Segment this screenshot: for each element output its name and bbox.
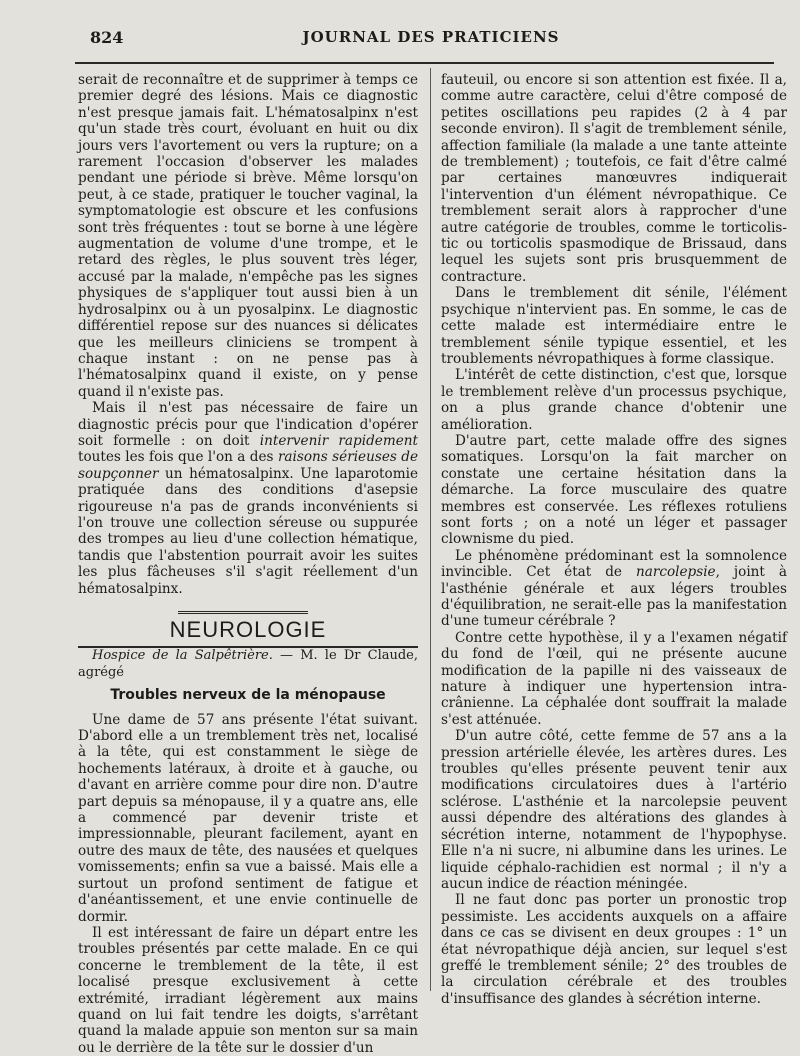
column-divider [430, 68, 431, 991]
paragraph: serait de reconnaître et de supprimer à temps ce premier degré des lésions. Mais ce diagnostic n'est presque jamais fait. L'hématosalpinx n'est qu'un stade très court, évoluant en huit ou dix jours vers l'avortement ou vers la rupture; on a rarement l'occasion d'observer les malades pendant une période si brève. Même lorsqu'on peut, à ce stade, pratiquer le toucher vaginal, la symptomatologie est obscure et les confusions sont très fréquentes : tout se borne à une légère augmentation de volume d'une trompe, et le retard des règles, le plus souvent très léger, accusé par la malade, n'empêche pas les signes physiques de s'appliquer tout aussi bien à un hydrosalpinx ou à un pyosalpinx. Le diagnostic différentiel repose sur des nuances si délicates que les meilleurs cliniciens se trompent à chaque instant : on ne pense pas à l'hématosalpinx quand il existe, on y pense quand il n'existe pas. [78, 72, 418, 400]
paragraph: Le phénomène prédominant est la somnolence invincible. Cet état de narcolepsie, joint à l'asthénie générale et aux légers troubles d'équilibration, ne serait-elle pas la manifestation d'une tumeur cérébrale ? [441, 547, 787, 630]
right-column [441, 72, 787, 1007]
paragraph: Contre cette hypothèse, il y a l'examen négatif du fond de l'œil, qui ne présente aucune modification de la papille ni des vaisseaux de nature à indiquer une hypertension intra-crânienne. La céphalée dont souffrait la malade s'est atténuée. [441, 629, 787, 728]
emphasis: intervenir rapidement [259, 432, 418, 449]
section-divider [178, 611, 308, 614]
paragraph: D'autre part, cette malade offre des signes somatiques. Lorsqu'on la fait marcher on constate une certaine hésitation dans la démarche. La force musculaire des quatre membres est conservée. Les réflexes rotuliens sont forts ; on a noté un léger et passager clownisme du pied. [441, 432, 787, 548]
emphasis: raisons sérieuses de soupçonner [78, 449, 418, 482]
paragraph: Dans le tremblement dit sénile, l'élément psychique n'intervient pas. En somme, le cas de cette malade est intermédiaire entre le tremblement sénile typique essentiel, et les troublements névropathiques à forme classique. [441, 285, 787, 367]
hospital-name: Hospice de la Salpêtrière. [92, 648, 273, 664]
paragraph: Une dame de 57 ans présente l'état suivant. D'abord elle a un tremblement très net, localisé à la tête, qui est constamment le siège de hochements latéraux, à droite et à gauche, ou d'avant en arrière comme pour dire non. D'autre part depuis sa ménopause, il y a quatre ans, elle a commencé par devenir triste et impressionnable, pleurant facilement, ayant en outre des maux de tête, des nausées et quelques vomissements; enfin sa vue a baissé. Mais elle a surtout un profond sentiment de fatigue et d'anéantissement, et une envie continuelle de dormir. [78, 711, 418, 925]
paragraph: Il ne faut donc pas porter un pronostic trop pessimiste. Les accidents auxquels on a affaire dans ce cas se divisent en deux groupes : 1° un état névropathique déjà ancien, sur lequel s'est greffé le tremblement sénile; 2° des troubles de la circulation cérébrale et des troubles d'insuffisance des glandes à sécrétion interne. [441, 892, 787, 1007]
page-header [90, 28, 772, 56]
paragraph: L'intérêt de cette distinction, c'est que, lorsque le tremblement relève d'un processus psychique, on a plus grande chance d'obtenir une amélioration. [441, 367, 787, 433]
lecture-source [78, 648, 418, 681]
header-rule [75, 62, 774, 64]
lecture-title: Troubles nerveux de la ménopause [110, 687, 386, 704]
emphasis: narcolepsie [635, 564, 716, 581]
paragraph: D'un autre côté, cette femme de 57 ans a la pression artérielle élevée, les artères dures. Les troubles qu'elles présente peuvent tenir aux modifications circulatoires dues à l'artério sclérose. L'asthénie et la narcolepsie peuvent aussi dépendre des altérations des glandes à sécrétion interne, notamment de l'hypophyse. Elle n'a ni sucre, ni albumine dans les urines. Le liquide céphalo-rachidien est normal ; il n'y a aucun indice de réaction méningée. [441, 728, 787, 892]
paragraph: Il est intéressant de faire un départ entre les troubles présentés par cette malade. En ce qui concerne le tremblement de la tête, il est localisé presque exclusivement à cette extrémité, irradiant légèrement aux mains quand on lui fait tendre les doigts, s'arrêtant quand la malade appuie son menton sur sa main ou le derrière de la tête sur le dossier d'un [78, 924, 418, 1056]
lecture-author: — M. le Dr Claude, agrégé [78, 648, 418, 680]
section-title: NEUROLOGIE [169, 617, 327, 642]
page-number: 824 [90, 28, 124, 47]
left-column [78, 72, 418, 1056]
paragraph: fauteuil, ou encore si son attention est fixée. Il a, comme autre caractère, celui d'être composé de petites oscillations peu rapides (2 à 4 par seconde environ). Il s'agit de tremblement sénile, affection familiale (la malade a une tante atteinte de tremblement) ; toutefois, ce fait d'être calmé par certaines manœuvres indiquerait l'intervention d'un élément névropathique. Ce tremblement serait alors à rapprocher d'une autre catégorie de troubles, comme le torticolis-tic ou torticolis spasmodique de Brissaud, dans lequel les sujets sont pris brusquemment de contracture. [441, 72, 787, 285]
paragraph: Mais il n'est pas nécessaire de faire un diagnostic précis pour que l'indication d'opérer soit formelle : on doit intervenir rapidement toutes les fois que l'on a des raisons sérieuses de soupçonner un hématosalpinx. Une laparotomie pratiquée dans des conditions d'asepsie rigoureuse n'a pas de grands inconvénients si l'on trouve une collection séreuse ou suppurée des trompes au lieu d'une collection hématique, tandis que l'abstention pourrait avoir les suites les plus fâcheuses s'il s'agit réellement d'un hématosalpinx. [78, 400, 418, 597]
journal-title: JOURNAL DES PRATICIENS [302, 28, 560, 46]
